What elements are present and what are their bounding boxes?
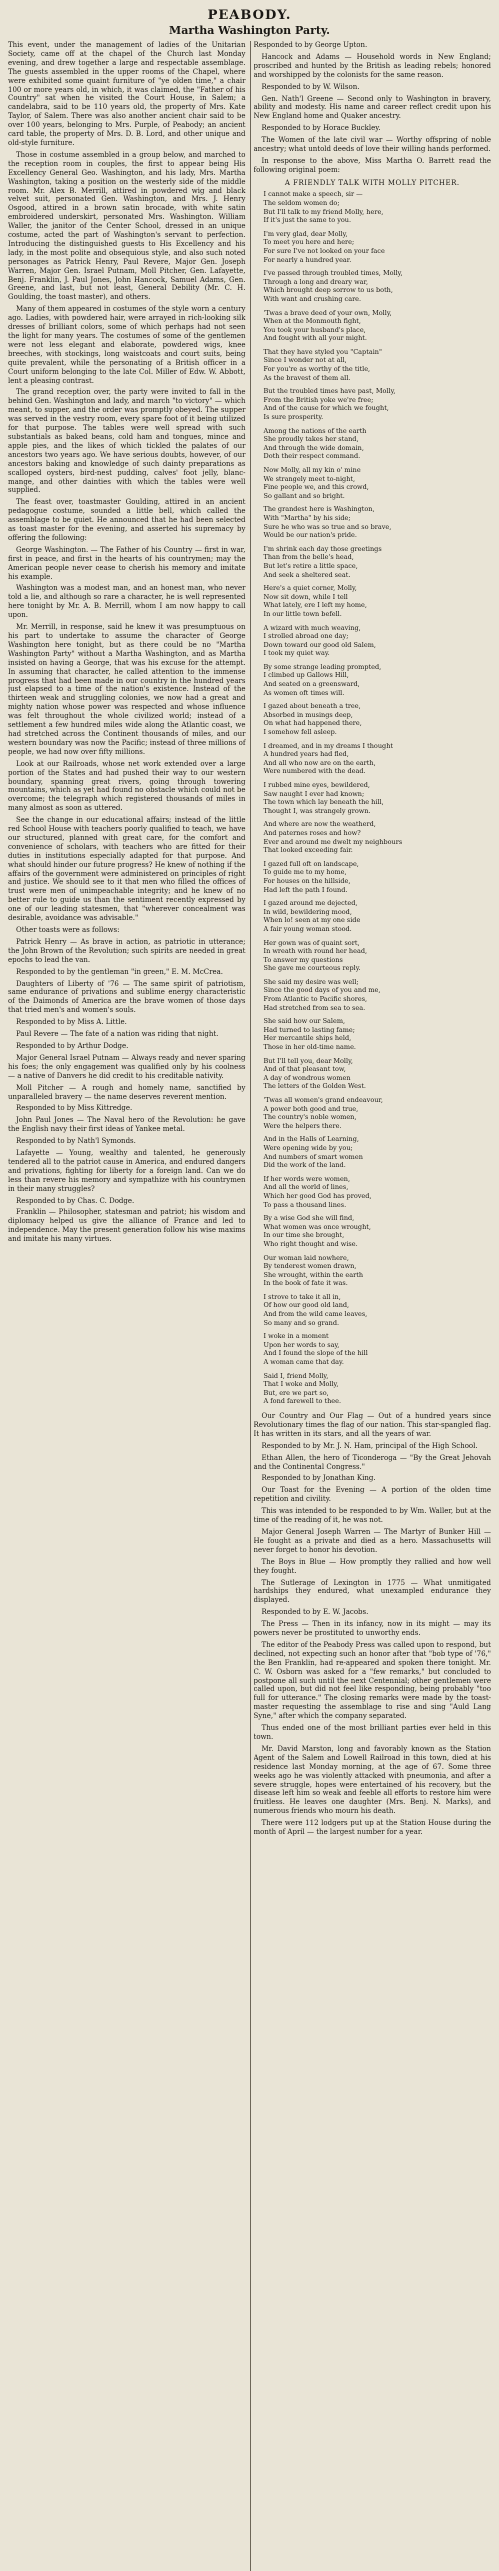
- paragraph: Responded to by Mr. J. N. Ham, principal of the High School.: [261, 1441, 478, 1450]
- poem-line: With want and crushing care.: [263, 294, 362, 303]
- paragraph: Major General Israel Putnam — Always ready and never sparing his foes; the only engagement was qualified only by his coolness — a native of Danvers he did credit to his creditable nativity.: [8, 1053, 246, 1080]
- paragraph: Many of them appeared in costumes of the style worn a century ago. Ladies, with powdered hair, were arrayed in rich-looking silk dresses of brilliant colors, some of which perhaps had not seen the light for many years. The costumes of some of the gentlemen were not less elegant and elaborate, powdered wigs, knee breeches, with stockings, long waistcoats and court suits, being quite prevalent, while the personating of a British officer in a Court uniform belonging to the late Col. Miller of Edw. W. Abbott, lent a pleasing contrast.: [8, 305, 246, 385]
- paragraph: Responded to by E. W. Jacobs.: [261, 1608, 369, 1617]
- poem-line: Thought I, was strangely grown.: [263, 806, 371, 815]
- paragraph: There were 112 lodgers put up at the Station House during the month of April — the largest number for a year.: [253, 1819, 491, 1837]
- poem-line: Her gown was of quaint sort,: [263, 938, 360, 947]
- poem-line: Down toward our good old Salem,: [263, 640, 376, 649]
- poem-line: We strangely meet to-night,: [263, 474, 356, 483]
- poem-line: For you're as worthy of the title,: [263, 365, 371, 374]
- poem-line: By some strange leading prompted,: [263, 662, 382, 671]
- poem-line: Were opening wide by you;: [263, 1143, 353, 1152]
- poem-stanza: [264, 1057, 492, 1091]
- poem-stanza: [264, 1293, 492, 1327]
- poem-line: And paternes roses and how?: [263, 828, 361, 837]
- poem-stanza: [264, 1135, 492, 1169]
- paragraph: Gen. Nath'l Greene — Second only to Washington in bravery, ability and modesty. His name and career reflect credit upon his New England home and Quaker ancestry.: [253, 94, 491, 121]
- poem-line: Had stretched from sea to sea.: [263, 1003, 366, 1012]
- paragraph: Responded to by the gentleman "in green," E. M. McCrea.: [16, 967, 224, 976]
- poem-stanza: [264, 781, 492, 815]
- poem-line: She said how our Salem,: [263, 1017, 346, 1026]
- paragraph: In response to the above, Miss Martha O. Barrett read the following original poem:: [253, 156, 491, 174]
- article-header: [8, 8, 491, 37]
- poem-stanza: [264, 505, 492, 539]
- poem-line: In our little town befell.: [263, 609, 342, 618]
- poem-line: What lately, ere I left my home,: [263, 601, 367, 610]
- poem-line: Is sure prosperity.: [263, 413, 324, 422]
- poem-line: Among the nations of the earth: [263, 426, 367, 435]
- poem-stanza: [264, 860, 492, 894]
- poem-line: For nearly a hundred year.: [263, 255, 352, 264]
- poem-line: When lo! seen at my one side: [263, 916, 361, 925]
- paragraph: The feast over, toastmaster Goulding, attired in an ancient pedagogue costume, sounded a little bell, which called the assemblage to be quiet. He announced that he had been selected as toast master for the evening, and asserted his supremacy by offering the following:: [8, 498, 246, 542]
- poem-line: The grandest here is Washington,: [263, 505, 375, 514]
- poem-stanza: [264, 820, 492, 854]
- poem-line: Upon her words to say,: [263, 1340, 340, 1349]
- poem-stanza: [264, 663, 492, 697]
- article-title: Martha Washington Party.: [169, 24, 330, 37]
- poem-stanza: [264, 309, 492, 343]
- poem-stanza: [264, 584, 492, 618]
- poem-line: Did the work of the land.: [263, 1161, 346, 1170]
- poem-line: And seated on a greensward,: [263, 680, 360, 689]
- poem-line: If her words were women,: [263, 1174, 351, 1183]
- poem-line: I'm shrink each day those greetings: [263, 544, 382, 553]
- poem-line: I gazed about beneath a tree,: [263, 702, 361, 711]
- poem-stanza: [264, 545, 492, 579]
- poem-line: When at the Monmouth fight,: [263, 317, 361, 326]
- paragraph: This event, under the management of ladies of the Unitarian Society, came off at the chapel of the Church last Monday evening, and drew together a large and respectable assemblage. The guests assembled in the upper rooms of the Chapel, where were exhibited some quaint furniture of "ye olden time," a chair 100 or more years old, in which, it was claimed, the "Father of his Country" sat when he visited the Court House, in Salem; a candelabra, said to be 110 years old, the property of Mrs. Kate Taylor, of Salem. There was also another ancient chair said to be over 100 years, belonging to Mrs. Purple, of Peabody; an ancient card table, the property of Mrs. D. B. Lord, and other unique and old-style furniture.: [8, 41, 246, 147]
- poem-line: Which brought deep sorrow to us both,: [263, 286, 393, 295]
- paragraph: Major General Joseph Warren — The Martyr of Bunker Hill — He fought as a private and died as a hero. Massachusetts will never forget to honor his devotion.: [253, 1527, 491, 1554]
- paragraph: This was intended to be responded to by Wm. Waller, but at the time of the reading of it, he was not.: [253, 1507, 491, 1525]
- poem-title: A FRIENDLY TALK WITH MOLLY PITCHER.: [284, 178, 460, 187]
- poem-stanza: [264, 466, 492, 500]
- poem-line: A woman came that day.: [263, 1358, 344, 1367]
- paragraph: Washington was a modest man, and an honest man, who never told a lie, and although so rare a character, he is well represented here tonight by Mr. A. B. Merrill, whom I am now happy to call upon.: [8, 584, 246, 620]
- poem-line: Now Molly, all my kin o' mine: [263, 466, 361, 474]
- poem-line: Who right thought and wise.: [263, 1239, 358, 1248]
- paragraph: The editor of the Peabody Press was called upon to respond, but declined, not expecting such an honor after that "bob type of '76," the Ben Franklin, had re-appeared and spoken there tonight. Mr. C. W. Osborn was asked for a "few remarks," but concluded to postpone all such until the next Centennial; other gentlemen were called upon, but did not feel like responding, being probably "too full for utterance." The closing remarks were made by the toast-master requesting the assemblage to rise and sing "Auld Lang Syne," after which the company separated.: [253, 1640, 491, 1721]
- paragraph: George Washington. — The Father of his Country — first in war, first in peace, and first in the hearts of his countrymen; may the American people never cease to cherish his memory and imitate his example.: [8, 545, 246, 581]
- paragraph: Lafayette — Young, wealthy and talented, he generously tendered all to the patriot cause in America, and endured dangers and privations, fighting for liberty for a foreign land. Can we do less than revere his memory and sympathize with his countrymen in their many struggles?: [8, 1149, 246, 1193]
- poem-line: I woke in a moment: [263, 1332, 329, 1341]
- column-divider: [250, 41, 251, 2571]
- poem-line: Ever and around me dwelt my neighbours: [263, 837, 403, 846]
- poem-stanza: [264, 742, 492, 776]
- poem-line: But, ere we part so,: [263, 1388, 329, 1397]
- poem-line: A fond farewell to thee.: [263, 1397, 342, 1406]
- poem-line: I'm very glad, dear Molly,: [263, 229, 348, 238]
- poem-line: I strove to take it all in,: [263, 1292, 341, 1301]
- paragraph: Our Country and Our Flag — Out of a hundred years since Revolutionary times the flag of our nation. This star-spangled flag. It has written in its stars, and all the years of war.: [253, 1412, 491, 1438]
- poem-line: Which her good God has proved,: [263, 1191, 372, 1200]
- poem-stanza: [264, 939, 492, 973]
- poem-line: And through the wide domain,: [263, 443, 364, 452]
- poem-line: A fair young woman stood.: [263, 924, 352, 933]
- poem-line: A wizard with much weaving,: [263, 623, 361, 632]
- paragraph: The Sutlerage of Lexington in 1775 — What unmitigated hardships they endured, what unexampled endurance they displayed.: [253, 1578, 491, 1605]
- poem-line: From Atlantic to Pacific shores,: [263, 995, 368, 1004]
- poem-line: I gazed full oft on landscape,: [263, 859, 359, 868]
- poem-line: In the book of fate it was.: [263, 1279, 348, 1288]
- poem-line: But I'll tell you, dear Molly,: [263, 1056, 353, 1065]
- poem-line: She said my desire was well;: [263, 977, 359, 986]
- poem-line: And fought with all your might.: [263, 334, 367, 343]
- poem-line: To guide me to my home,: [263, 868, 347, 877]
- poem-line: Had turned to lasting fame;: [263, 1025, 355, 1034]
- poem-line: The letters of the Golden West.: [263, 1082, 366, 1091]
- poem-line: And I found the slope of the hill: [263, 1349, 368, 1358]
- poem-line: I rubbed mine eyes, bewildered,: [263, 781, 370, 789]
- paragraph: Mr. David Marston, long and favorably known as the Station Agent of the Salem and Lowell Railroad in this town, died at his residence last Monday morning, at the age of 67. Some three weeks ago he was violently attacked with pneumonia, and after a severe struggle, hopes were entertained of his recovery, but the disease left him so weak and feeble all efforts to restore him were fruitless. He leaves one daughter (Mrs. Benj. N. Marks), and numerous friends who mourn his death.: [253, 1744, 491, 1816]
- paragraph: Responded to by George Upton.: [253, 41, 368, 49]
- poem-line: And all the world of lines,: [263, 1183, 349, 1192]
- column-right: [254, 41, 492, 1840]
- poem-stanza: [264, 899, 492, 933]
- paragraph: Responded to by Nath'l Symonds.: [16, 1137, 136, 1146]
- poem-line: Through a long and dreary war,: [263, 277, 369, 286]
- poem-line: Here's a quiet corner, Molly,: [263, 584, 357, 593]
- paragraph: Responded to by Arthur Dodge.: [16, 1041, 129, 1050]
- poem-line: Her mercantile ships held,: [263, 1034, 352, 1043]
- paragraph: Those in costume assembled in a group below, and marched to the reception room in couples, the first to appear being His Excellency General Geo. Washington, and his lady, Mrs. Martha Washington, taking a position on the westerly side of the middle room. Mr. Alex B. Merrill, attired in powdered wig and black velvet suit, personated Gen. Washington, and Mrs. J. Henry Osgood, attired in a brown satin brocade, with white satin embroidered underskirt, personated Mrs. Washington. William Waller, the janitor of the Center School, dressed in an unique costume, acted the part of Washington's servant to perfection. Introducing the distinguished guests to His Excellency and his lady, in the most polite and obsequious style, and also such noted personages as Patrick Henry, Paul Revere, Major Gen. Joseph Warren, Major Gen. Israel Putnam, Moll Pitcher, Gen. Lafayette, Benj. Franklin, J. Paul Jones, John Hancock, Samuel Adams, Gen. Greene, and last, but not least, General Debility (Mr. C. H. Goulding, the toast master), and others.: [8, 150, 246, 302]
- poem-stanza: [264, 1372, 492, 1406]
- poem-line: And in the Halls of Learning,: [263, 1135, 359, 1144]
- poem-line: For sure I've not looked on your face: [263, 246, 385, 255]
- paragraph: The Press — Then in its infancy, now in its might — may its powers never be prostituted to unworthy ends.: [253, 1620, 491, 1638]
- paragraph: Thus ended one of the most brilliant parties ever held in this town.: [253, 1724, 491, 1741]
- poem-line: So gallant and so bright.: [263, 491, 345, 500]
- poem-line: If it's just the same to you.: [263, 216, 352, 225]
- poem-line: To answer my questions: [263, 955, 343, 964]
- poem-line: Sure he who was so true and so brave,: [263, 522, 392, 531]
- poem-line: A power both good and true,: [263, 1104, 359, 1113]
- poem-stanza: [264, 1017, 492, 1051]
- poem-line: Had left the path I found.: [263, 885, 348, 894]
- poem-line: With "Martha" by his side;: [263, 513, 351, 522]
- poem-line: I strolled abroad one day;: [263, 632, 349, 641]
- paragraph: John Paul Jones — The Naval hero of the Revolution: he gave the English navy their first ideas of Yankee metal.: [8, 1116, 246, 1134]
- paragraph: Mr. Merrill, in response, said he knew it was presumptuous on his part to undertake to assume the character of George Washington here tonight, but as there could be no "Martha Washington Party" without a Martha Washington, and as Martha insisted on having a George, that was his excuse for the attempt. In assuming that character, he called attention to the immense progress that had been made in our country in the hundred years just elapsed to a time of the nation's existence. Instead of the thirteen weak and struggling colonies, we now had a great and mighty nation whose power was respected and whose influence was felt throughout the whole civilized world; instead of a settlement a few hundred miles wide along the Atlantic coast, we had stretched across the Continent thousands of miles, and our western boundary was now the Pacific; instead of three millions of people, we had now over fifty millions.: [8, 623, 246, 756]
- paragraph: The Boys in Blue — How promptly they rallied and how well they fought.: [253, 1557, 491, 1575]
- poem-stanza: [264, 427, 492, 461]
- poem-line: She proudly takes her stand,: [263, 435, 359, 444]
- poem-line: 'Twas a brave deed of your own, Molly,: [263, 308, 392, 317]
- poem-line: In wild, bewildering mood,: [263, 907, 352, 916]
- poem-line: Said I, friend Molly,: [263, 1371, 329, 1380]
- poem-line: Our woman laid nowhere,: [263, 1253, 349, 1262]
- paragraph: Other toasts were as follows:: [16, 926, 120, 934]
- poem-stanza: [264, 269, 492, 303]
- paragraph: Ethan Allen, the hero of Ticonderoga — "By the Great Jehovah and the Continental Congress.": [253, 1453, 491, 1471]
- poem-line: As the bravest of them all.: [263, 373, 351, 382]
- poem-line: And from the wild came leaves,: [263, 1310, 368, 1319]
- poem-line: Would be our nation's pride.: [263, 531, 357, 540]
- poem-line: And numbers of smart women: [263, 1152, 363, 1161]
- poem-line: That I woke and Molly,: [263, 1380, 339, 1389]
- poem-line: Absorbed in musings deep,: [263, 710, 353, 719]
- poem-line: In our time she brought,: [263, 1231, 345, 1240]
- poem-line: 'Twas all women's grand endeavour,: [263, 1096, 383, 1104]
- poem-line: She wrought, within the earth: [263, 1270, 364, 1279]
- poem-line: On what had happened there,: [263, 719, 362, 728]
- poem-line: But let's retire a little space,: [263, 561, 358, 570]
- poem-line: That looked exceeding fair.: [263, 846, 353, 855]
- poem-line: Than from the belle's head,: [263, 553, 354, 562]
- poem-line: You took your husband's place,: [263, 325, 366, 334]
- paragraph: The Women of the late civil war — Worthy offspring of noble ancestry; what untold deeds of love their willing hands performed.: [253, 136, 491, 154]
- poem-line: For houses on the hillside,: [263, 876, 351, 885]
- poem-line: Since I wonder not at all,: [263, 356, 347, 365]
- poem-stanza: [264, 702, 492, 736]
- poem-line: Saw naught I ever had known;: [263, 789, 365, 798]
- poem-line: I climbed up Gallows Hill,: [263, 671, 349, 680]
- poem-line: The seldom women do;: [263, 198, 340, 207]
- poem-line: As women oft times will.: [263, 688, 345, 697]
- poem-line: I dreamed, and in my dreams I thought: [263, 741, 393, 750]
- poem-line: So many and so grand.: [263, 1318, 340, 1327]
- paragraph: Responded to by W. Wilson.: [261, 82, 360, 91]
- poem-stanza: [264, 1214, 492, 1248]
- poem-stanza: [264, 230, 492, 264]
- poem-line: I've passed through troubled times, Molly,: [263, 269, 403, 278]
- poem-stanza: [264, 1096, 492, 1130]
- poem-stanza: [264, 1175, 492, 1209]
- paragraph: Responded to by Miss A. Little.: [16, 1018, 127, 1027]
- poem-line: Now sit down, while I tell: [263, 592, 348, 601]
- poem-line: And where are now the weatherd,: [263, 820, 376, 829]
- poem-line: A day of wondrous women: [263, 1073, 351, 1082]
- section-heading: PEABODY.: [207, 8, 292, 23]
- poem-line: A hundred years had fled,: [263, 750, 349, 759]
- poem-line: The country's noble women,: [263, 1113, 357, 1122]
- paragraph: Responded to by Horace Buckley.: [261, 124, 381, 133]
- paragraph: Responded to by Chas. C. Dodge.: [16, 1196, 135, 1205]
- paragraph: Look at our Railroads, whose net work extended over a large portion of the States and had pushed their way to our western boundary, spanning great rivers, going through towering mountains, which as yet had found no obstacle which could not be overcome; the telegraph which registered thousands of miles in many almost as soon as uttered.: [8, 759, 246, 813]
- poem-stanza: [264, 1332, 492, 1366]
- poem-line: I took my quiet way.: [263, 649, 330, 658]
- poem-line: To meet you here and here;: [263, 238, 355, 247]
- poem-line: Doth their respect command.: [263, 452, 361, 461]
- paragraph: Patrick Henry — As brave in action, as patriotic in utterance; the John Brown of the Revolution; such spirits are needed in great epochs to lead the van.: [8, 937, 246, 964]
- poem-line: And seek a sheltered seat.: [263, 570, 351, 579]
- paragraph: The grand reception over, the party were invited to fall in the behind Gen. Washington and lady, and march "to victory" — which meant, to supper, and the order was promptly obeyed. The supper was served in the vestry room, every spare foot of it being utilized for that purpose. The tables were well spread with such substantials as baked beans, cold ham and tongues, mince and apple pies, and the likes of which tickled the palates of our ancestors two years ago. We have serious doubts, however, of our ancestors baking and knowledge of such dainty preparations as scalloped oysters, bird-nest pudding, calves' foot jelly, blanc-mange, and other dainties with which the tables were well supplied.: [8, 388, 246, 495]
- poem-line: Were numbered with the dead.: [263, 767, 366, 776]
- poem-line: Of how our good old land,: [263, 1301, 350, 1310]
- paragraph: Paul Revere — The fate of a nation was riding that night.: [16, 1030, 219, 1039]
- poem-line: What women was once wrought,: [263, 1222, 371, 1231]
- paragraph: Daughters of Liberty of '76 — The same spirit of patriotism, same endurance of privations and sublime energy characteristic of the Daimonds of America are the brave women of those days that tried men's and women's souls.: [8, 979, 246, 1015]
- poem-stanza: [264, 190, 492, 224]
- paragraph: Moll Pitcher — A rough and homely name, sanctified by unparalleled bravery — the name deserves reverent mention.: [8, 1083, 246, 1101]
- paragraph: Hancock and Adams — Household words in New England; proscribed and hunted by the British as leading rebels; honored and worshipped by the colonists for the same reason.: [253, 52, 491, 79]
- poem-line: And of the cause for which we fought,: [263, 404, 389, 413]
- poem-line: And of that pleasant tow,: [263, 1065, 346, 1074]
- paragraph: Responded to by Miss Kittredge.: [16, 1104, 133, 1113]
- poem-line: She gave me courteous reply.: [263, 964, 361, 973]
- paragraph: Responded to by Jonathan King.: [261, 1474, 376, 1483]
- poem-line: By a wise God she will find,: [263, 1214, 355, 1223]
- poem-line: I somehow fell asleep.: [263, 728, 337, 737]
- poem: [264, 179, 492, 1406]
- poem-line: Those in her old-time name.: [263, 1043, 356, 1052]
- poem-line: But the troubled times have past, Molly,: [263, 387, 396, 396]
- poem-stanza: [264, 1254, 492, 1288]
- poem-line: Were the helpers there.: [263, 1121, 342, 1130]
- poem-stanza: [264, 348, 492, 382]
- poem-line: The town which lay beneath the hill,: [263, 798, 384, 807]
- paragraph: See the change in our educational affairs; instead of the little red School House with teachers poorly qualified to teach, we have our structured, planned with great care, for the comfort and convenience of scholars, with teachers who are fitted for their duties in institutions especially adapted for that purpose. And what should hinder our future progress? He knew of nothing if the affairs of the government were administered on principles of right and justice. We should see to it that men who filled the offices of trust were men of unimpeachable integrity; and he knew of no better rule to guide us than the sentiment recently expressed by one of our leading statesmen, that "wherever concealment was desirable, avoidance was advisable.": [8, 816, 246, 923]
- columns: [8, 41, 491, 1840]
- paragraph: Franklin — Philosopher, statesman and patriot; his wisdom and diplomacy helped us give the alliance of France and led to independence. May the present generation follow his wise maxims and imitate his many virtues.: [8, 1208, 246, 1244]
- poem-line: To pass a thousand lines.: [263, 1200, 347, 1209]
- poem-line: Fine people we, and this crowd,: [263, 483, 369, 492]
- poem-line: Since the good days of you and me,: [263, 986, 381, 995]
- poem-stanza: [264, 624, 492, 658]
- poem-stanza: [264, 387, 492, 421]
- poem-line: From the British yoke we're free;: [263, 395, 374, 404]
- poem-line: I cannot make a speech, sir —: [263, 190, 363, 199]
- poem-stanza: [264, 978, 492, 1012]
- poem-line: That they have styled you "Captain": [263, 347, 382, 356]
- poem-line: In wreath with round her head,: [263, 947, 368, 956]
- column-left: [8, 41, 246, 1840]
- poem-line: By tenderest women drawn,: [263, 1262, 357, 1271]
- poem-line: And all who now are on the earth,: [263, 758, 376, 767]
- poem-line: I gazed around me dejected,: [263, 899, 358, 908]
- paragraph: Our Toast for the Evening — A portion of the olden time repetition and civility.: [253, 1486, 491, 1504]
- poem-line: But I'll talk to my friend Molly, here,: [263, 207, 384, 216]
